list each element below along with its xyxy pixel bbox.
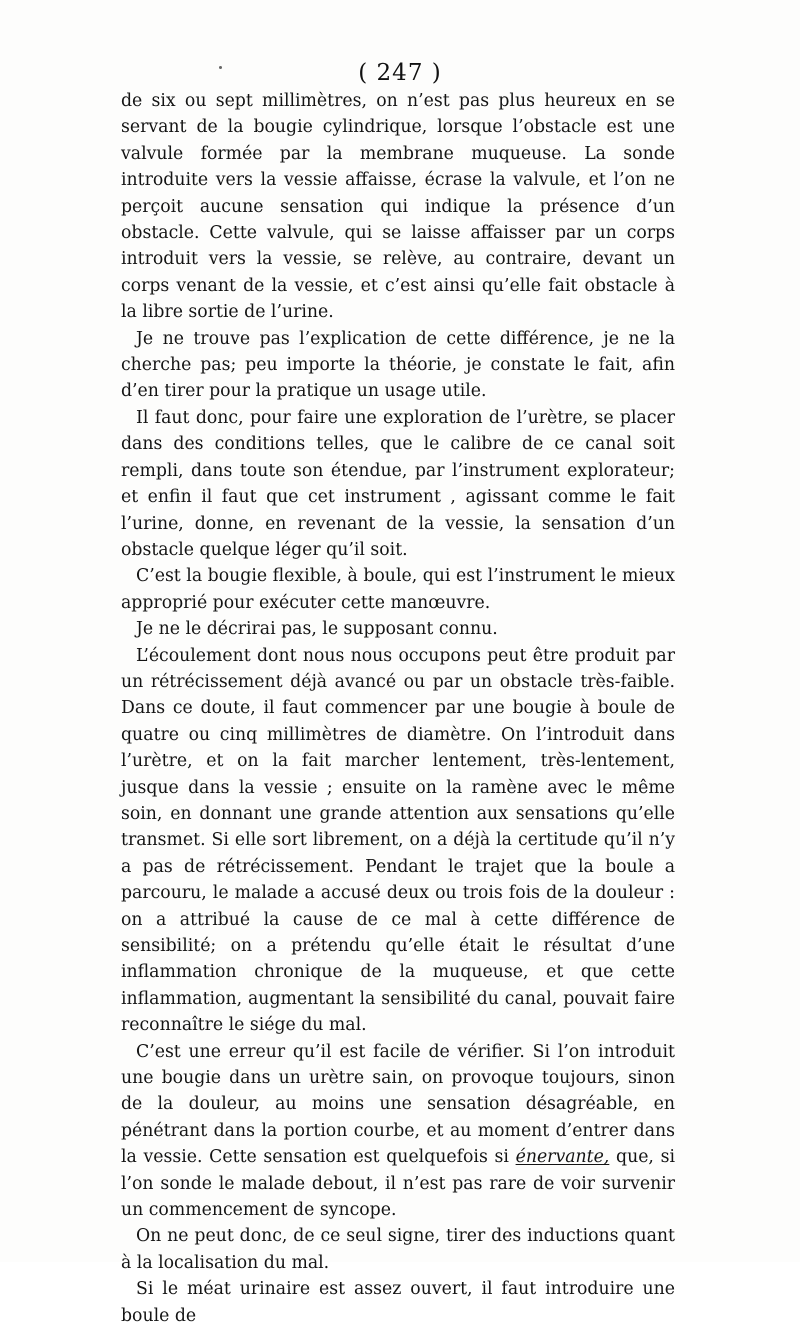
- paragraph-7-tail: que, si l’on sonde le malade debout, il n’est pas rare de voir survenir un commencement de syncope.: [121, 1147, 675, 1221]
- paragraph-1: de six ou sept millimètres, on n’est pas plus heureux en se servant de la bougie cylindrique, lorsque l’obstacle est une valvule formée par la membrane muqueuse. La sonde introduite vers la vessie affaisse, écrase la valvule, et l’on ne perçoit aucune sensation qui indique la présence d’un obstacle. Cette valvule, qui se laisse affaisser par un corps introduit vers la vessie, se relève, au contraire, devant un corps venant de la vessie, et c’est ainsi qu’elle fait obstacle à la libre sortie de l’urine.: [121, 91, 675, 323]
- paragraph-6: L’écoulement dont nous nous occupons peut être produit par un rétrécissement déjà avancé ou par un obstacle très-faible. Dans ce doute, il faut commencer par une bougie à boule de quatre ou cinq millimètres de diamètre. On l’introduit dans l’urètre, et on la fait marcher lentement, très-lentement, jusque dans la vessie ; ensuite on la ramène avec le même soin, en donnant une grande attention aux sensations qu’elle transmet. Si elle sort librement, on a déjà la certitude qu’il n’y a pas de rétrécissement. Pendant le trajet que la boule a parcouru, le malade a accusé deux ou trois fois de la douleur : on a attribué la cause de ce mal à cette différence de sensibilité; on a prétendu qu’elle était le résultat d’une inflammation chronique de la muqueuse, et que cette inflammation, augmentant la sensibilité du canal, pouvait faire reconnaître le siége du mal.: [121, 645, 675, 1036]
- paragraph-8: On ne peut donc, de ce seul signe, tirer des inductions quant à la localisation du mal.: [121, 1226, 675, 1273]
- paragraph-9: Si le méat urinaire est assez ouvert, il faut introduire une boule de: [121, 1279, 675, 1326]
- paragraph-7: [121, 1039, 675, 1224]
- speck-mark: [219, 66, 222, 69]
- page-number: ( 247 ): [358, 60, 442, 86]
- paragraph-2: Je ne trouve pas l’explication de cette différence, je ne la cherche pas; peu importe la théorie, je constate le fait, afin d’en tirer pour la pratique un usage utile.: [121, 328, 675, 402]
- paragraph-7-head: C’est une erreur qu’il est facile de vérifier. Si l’on introduit une bougie dans un urètre sain, on provoque toujours, sinon de la douleur, au moins une sensation désagréable, en pénétrant dans la portion courbe, et au moment d’entrer dans la vessie. Cette sensation est quelquefois si: [121, 1041, 675, 1168]
- paragraph-4: C’est la bougie flexible, à boule, qui est l’instrument le mieux approprié pour exécuter cette manœuvre.: [121, 566, 675, 613]
- page-text-body: [121, 88, 675, 1329]
- paragraph-5: Je ne le décrirai pas, le supposant connu.: [136, 619, 498, 640]
- emphasized-word: énervante,: [515, 1147, 610, 1168]
- paragraph-3: Il faut donc, pour faire une exploration de l’urètre, se placer dans des conditions telles, que le calibre de ce canal soit rempli, dans toute son étendue, par l’instrument explorateur; et enfin il faut que cet instrument , agissant comme le fait l’urine, donne, en revenant de la vessie, la sensation d’un obstacle quelque léger qu’il soit.: [121, 407, 675, 560]
